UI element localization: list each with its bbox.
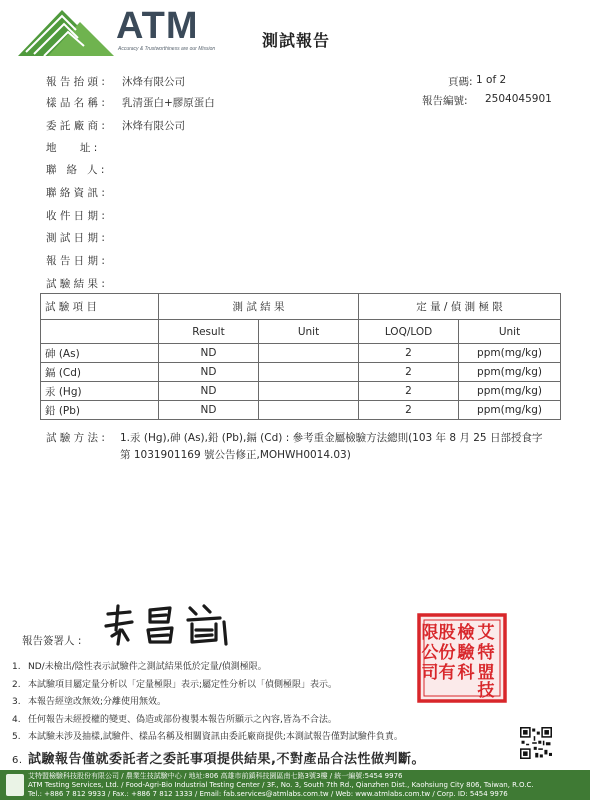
svg-text:艾: 艾 [477,623,495,643]
table-row [41,363,561,382]
company-logo-icon [6,774,24,796]
table-cell-loq: 2 [359,401,459,420]
results-table [40,293,561,420]
test-method-label: 試 驗 方 法 : [46,432,105,444]
field-label-contact-info: 聯 絡 資 訊 : [46,187,105,199]
table-row [41,344,561,363]
table-cell-loq: 2 [359,382,459,401]
table-subheader-loq-unit: Unit [459,320,561,344]
table-subheader-result: Result [159,320,259,344]
field-value-sample-name: 乳清蛋白+膠原蛋白 [122,97,215,109]
table-cell-unit [259,401,359,420]
logo-tagline: Accuracy & Trustworthiness are our Mission [118,46,216,52]
document-title: 測試報告 [262,31,331,50]
table-row [41,382,561,401]
table-cell-result: ND [159,382,259,401]
table-cell-unit [259,344,359,363]
svg-text:盟: 盟 [477,663,495,683]
table-header-limits: 定 量 / 偵 測 極 限 [359,294,561,320]
table-cell-loq-unit: ppm(mg/kg) [459,382,561,401]
svg-text:檢: 檢 [457,623,475,643]
svg-text:驗: 驗 [457,643,475,663]
table-subheader-row [41,320,561,344]
field-label-sample-name: 樣 品 名 稱 : [46,97,105,109]
list-item: 4. 任何報告未經授權的變更、偽造或部份複製本報告所顯示之內容,皆為不合法。 [12,714,337,725]
footer-line-3: Tel.: +886 7 812 9933 / Fax.: +886 7 812 1333 / Email: fab.services@atmlabs.com.tw / Web: www.atmlabs.com.tw / Corp. ID: 5454 9976 [28,790,508,798]
table-header-row [41,294,561,320]
list-item: 5. 本試驗未涉及抽樣,試驗件、樣品名稱及相關資訊由委託廠商提供;本測試報告僅對試驗件負責。 [12,732,403,742]
table-header-results: 測 試 結 果 [159,294,359,320]
atm-logo-mountain-icon [18,8,118,56]
svg-text:科: 科 [457,663,475,683]
svg-text:股: 股 [438,623,456,643]
company-footer [0,770,590,800]
table-cell-loq: 2 [359,363,459,382]
page-number-label: 頁碼: [448,76,473,88]
table-subheader-unit: Unit [259,320,359,344]
qr-code-icon [520,727,552,759]
list-item: 3. 本報告經塗改無效;分離使用無效。 [12,697,167,707]
svg-text:特: 特 [477,643,495,663]
table-subheader-empty [41,320,159,344]
field-label-contact: 聯 絡 人 : [46,164,105,176]
field-label-test-date: 測 試 日 期 : [46,232,105,244]
table-header-item: 試 驗 項 目 [41,294,159,320]
table-subheader-loq: LOQ/LOD [359,320,459,344]
test-method-line1: 1.汞 (Hg),砷 (As),鉛 (Pb),鎘 (Cd) : 參考重金屬檢驗方法總則(103 年 8 月 25 日部授食字 [120,432,543,444]
table-cell-loq-unit: ppm(mg/kg) [459,344,561,363]
table-cell-result: ND [159,401,259,420]
table-cell-item: 汞 (Hg) [41,382,159,401]
signer-label: 報告簽署人 : [22,635,82,647]
field-value-client: 沐烽有限公司 [122,120,185,132]
handwritten-signature [100,600,230,648]
footer-line-2: ATM Testing Services, Ltd. / Food-Agri-Bio Industrial Testing Center / 3F., No. 3, South 7th Rd., Qianzhen Dist., Kaohsiung City 806, Taiwan, R.O.C. [28,781,534,789]
field-label-report-header: 報 告 抬 頭 : [46,76,105,88]
svg-text:司: 司 [421,663,439,683]
table-cell-loq-unit: ppm(mg/kg) [459,363,561,382]
test-method [46,430,543,461]
list-item-disclaimer: 6. 試驗報告僅就委託者之委託事項提供結果,不對產品合法性做判斷。 [12,751,425,767]
field-label-client: 委 託 廠 商 : [46,120,105,132]
field-value-report-header: 沐烽有限公司 [122,76,185,88]
svg-text:技: 技 [477,681,495,701]
svg-text:公: 公 [421,643,439,663]
field-label-test-results: 試 驗 結 果 : [46,278,105,290]
report-number-label: 報告編號: [422,95,468,107]
svg-text:份: 份 [438,643,456,663]
list-item: 1. ND/未檢出/陰性表示試驗件之測試結果低於定量/偵測極限。 [12,662,267,672]
table-row [41,401,561,420]
field-label-received-date: 收 件 日 期 : [46,210,105,222]
field-label-report-date: 報 告 日 期 : [46,255,105,267]
table-cell-loq-unit: ppm(mg/kg) [459,401,561,420]
svg-text:有: 有 [438,663,456,683]
field-label-address: 地 址 : [46,142,98,154]
page-number-value: 1 of 2 [476,74,507,86]
test-method-line2: 第 1031901169 號公告修正,MOHWH0014.03) [120,449,351,461]
table-cell-item: 砷 (As) [41,344,159,363]
table-cell-unit [259,382,359,401]
report-number-value: 2504045901 [485,93,552,105]
table-cell-item: 鉛 (Pb) [41,401,159,420]
table-cell-result: ND [159,363,259,382]
list-item: 2. 本試驗項目屬定量分析以「定量極限」表示;屬定性分析以「偵側極限」表示。 [12,679,338,690]
table-cell-loq: 2 [359,344,459,363]
report-notes [12,659,432,773]
footer-line-1: 艾特盟檢驗科技股份有限公司 / 農業生技試驗中心 / 地址:806 高雄市前鎮科技園區南七路3號3樓 / 統一編號:5454 9976 [28,772,403,780]
logo-text: ATM [116,5,199,47]
table-cell-unit [259,363,359,382]
table-cell-item: 鎘 (Cd) [41,363,159,382]
svg-text:限: 限 [421,623,439,643]
table-cell-result: ND [159,344,259,363]
